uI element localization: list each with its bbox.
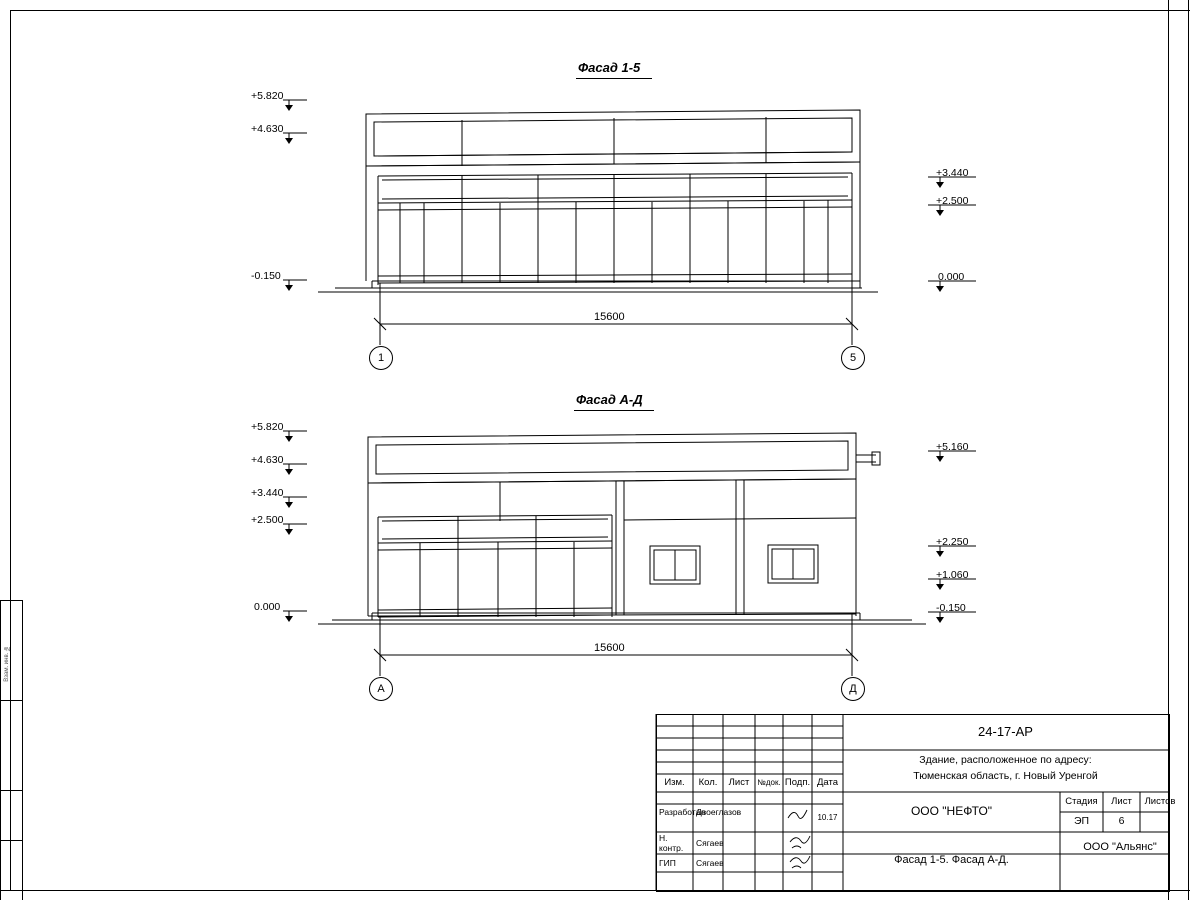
list-value: 6 xyxy=(1118,815,1125,828)
row-name-1: Сягаев xyxy=(696,838,724,848)
facade1-dimension: 15600 xyxy=(594,311,625,323)
stage-label: Стадия xyxy=(1065,795,1098,807)
facade2-level-right-2: +2.250 xyxy=(936,536,969,548)
margin-strip-text: Взам. инв. № xyxy=(4,645,10,682)
customer-name: ООО "НЕФТО" xyxy=(910,804,993,819)
sheet-number: 24-17-АР xyxy=(978,723,1033,739)
facade2-level-left-1: +5.820 xyxy=(251,421,284,433)
facade1-level-right-1: +3.440 xyxy=(936,167,969,179)
facade2-level-right-3: +1.060 xyxy=(936,569,969,581)
row-role-1: Н. контр. xyxy=(659,833,684,853)
facade2-level-right-4: -0.150 xyxy=(936,602,966,614)
col-header-podp: Подп. xyxy=(784,776,811,788)
facade2-level-left-5: 0.000 xyxy=(254,601,281,613)
col-header-kol: Кол. xyxy=(698,776,718,788)
facade1-level-left-1: +5.820 xyxy=(251,90,284,102)
col-header-izm: Изм. xyxy=(664,776,685,788)
col-header-list: Лист xyxy=(728,776,750,788)
row-role-0: Разработал xyxy=(659,807,706,817)
object-line-2: Тюменская область, г. Новый Уренгой xyxy=(913,770,1098,783)
object-line-1: Здание, расположенное по адресу: xyxy=(919,754,1092,767)
list-label: Лист xyxy=(1111,795,1132,807)
designer-name: ООО "Альянс" xyxy=(1083,840,1157,853)
facade1-level-right-2: +2.500 xyxy=(936,195,969,207)
facade2-level-left-3: +3.440 xyxy=(251,487,284,499)
row-role-2: ГИП xyxy=(659,858,676,868)
facade2-title: Фасад А-Д xyxy=(576,392,643,407)
facade2-level-left-4: +2.500 xyxy=(251,514,284,526)
lists-label: Листов xyxy=(1144,795,1176,807)
sheet-title: Фасад 1-5. Фасад А-Д. xyxy=(894,853,1009,866)
lists-value xyxy=(1140,812,1180,832)
facade2-dimension: 15600 xyxy=(594,642,625,654)
facade2-level-left-2: +4.630 xyxy=(251,454,284,466)
row-name-0: Двоеглазов xyxy=(696,807,742,817)
stage-value: ЭП xyxy=(1073,815,1090,828)
facade1-axis-left: 1 xyxy=(369,346,393,370)
facade2-level-right-1: +5.160 xyxy=(936,441,969,453)
col-header-data: Дата xyxy=(816,776,839,788)
facade2-axis-left: А xyxy=(369,677,393,701)
facade1-axis-right: 5 xyxy=(841,346,865,370)
facade1-level-left-2: +4.630 xyxy=(251,123,284,135)
row-date-0: 10.17 xyxy=(817,812,838,822)
row-name-2: Сягаев xyxy=(696,858,724,868)
col-header-ndok: №док. xyxy=(757,777,781,787)
facade1-level-left-3: -0.150 xyxy=(251,270,281,282)
facade1-level-right-3: 0.000 xyxy=(938,271,965,283)
facade2-axis-right: Д xyxy=(841,677,865,701)
facade1-title: Фасад 1-5 xyxy=(578,60,641,75)
